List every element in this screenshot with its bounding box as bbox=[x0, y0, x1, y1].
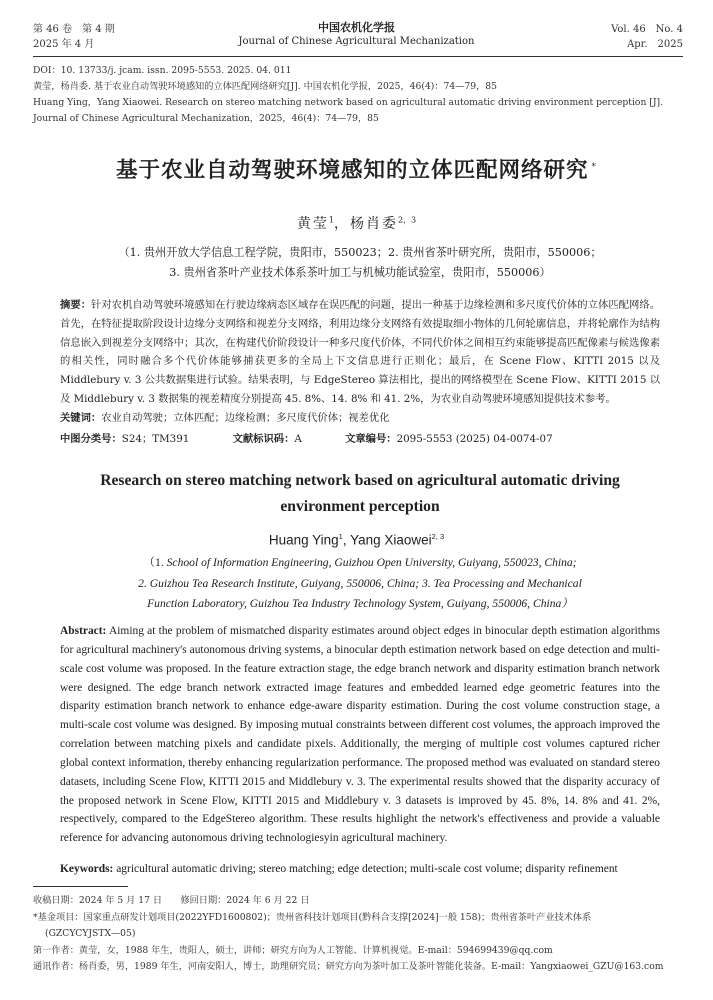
fund-line-1: *基金项目：国家重点研发计划项目(2022YFD1600802)；贵州省科技计划项目(黔科合支撑[2024]一般 158)；贵州省茶叶产业技术体系 bbox=[33, 911, 592, 923]
affiliations-zh bbox=[60, 243, 660, 283]
header-journal bbox=[0, 20, 713, 49]
keywords-en-text: agricultural automatic driving; stereo matching; edge detection; multi-scale cost volume; disparity refinement bbox=[116, 863, 618, 875]
author-2-en-sup: 2, 3 bbox=[431, 532, 445, 541]
keywords-zh-label: 关键词： bbox=[60, 412, 102, 424]
citation-block bbox=[33, 63, 683, 127]
aff-en-inst-3b: Function Laboratory, Guizhou Tea Industry Technology System bbox=[147, 597, 441, 610]
first-author-note: 第一作者：黄莹，女，1988 年生，贵阳人，硕士，讲师；研究方向为人工智能、计算机视觉。E-mail：594699439@qq.com bbox=[33, 944, 553, 956]
author-2-en: Yang Xiaowei bbox=[350, 532, 432, 548]
header-rule bbox=[33, 56, 683, 57]
keywords-zh-text: 农业自动驾驶；立体匹配；边缘检测；多尺度代价体；视差优化 bbox=[101, 412, 390, 424]
corresponding-author-note: 通讯作者：杨肖委，男，1989 年生，河南安阳人，博士，助理研究员；研究方向为茶叶加工及茶叶智能化装备。E-mail：Yangxiaowei_GZU@163.com bbox=[33, 961, 664, 972]
abstract-en bbox=[60, 622, 660, 848]
journal-name-zh: 中国农机化学报 bbox=[318, 21, 395, 34]
footnotes bbox=[33, 893, 683, 976]
abstract-en-label: Abstract: bbox=[60, 625, 107, 637]
authors-en bbox=[0, 532, 713, 548]
citation-en: Huang Ying，Yang Xiaowei. Research on stereo matching network based on agricultural automatic driving environment perception [J]. Journal of Chinese Agricultural Mechanization，2025，46(4)：74—79，85 bbox=[33, 97, 664, 124]
clc-label: 中图分类号： bbox=[60, 433, 122, 445]
received-dates: 收稿日期：2024 年 5 月 17 日 修回日期：2024 年 6 月 22 日 bbox=[33, 895, 310, 906]
header-volume: 第 46 卷 第 4 期 bbox=[33, 24, 115, 35]
affiliation-zh-line: 3. 贵州省茶叶产业技术体系茶叶加工与机械功能试验室，贵阳市，550006） bbox=[169, 266, 551, 279]
article-no-value: 2095-5553 (2025) 04-0074-07 bbox=[396, 433, 553, 445]
header-date-zh: 2025 年 4 月 bbox=[33, 39, 95, 50]
aff-en-inst-1: School of Information Engineering bbox=[166, 556, 329, 569]
article-number bbox=[345, 433, 573, 445]
aff-en-rest-1: , Guizhou Open University, Guiyang, 550023, China; bbox=[328, 556, 577, 569]
classification-line bbox=[60, 431, 660, 447]
doc-code-value: A bbox=[294, 433, 302, 445]
fund-marker: * bbox=[591, 161, 597, 172]
affiliations-en bbox=[60, 553, 660, 615]
authors-zh bbox=[0, 213, 713, 233]
author-2-sup: 2，3 bbox=[397, 215, 417, 225]
header-vol-no: Vol. 46 No. 4 bbox=[611, 24, 683, 35]
clc-value: S24；TM391 bbox=[121, 433, 190, 445]
header-vol-no-en bbox=[611, 22, 683, 52]
doc-code-label: 文献标识码： bbox=[232, 433, 295, 445]
abstract-en-text: Aiming at the problem of mismatched disparity estimates around object edges in binocular depth estimation algorithms for agricultural machinery's autonomous driving systems, a binocular depth estimation network based on edge detection and multi-scale cost volume was proposed. In the feature extraction stage, the edge branch network and disparity estimation branch network were designed. The edge branch network extracted image features and embedded learned edge geometric features into the disparity estimation branch network to enhance edge-aware disparity estimation. During the cost volume construction stage, a multi-scale cost volume was designed. By imposing mutual constraints between different cost volumes, the approach improved the correlation between matching pixels and candidate pixels. Additionally, the merging of multiple cost volumes captured richer global context information, thereby enhancing regularization performance. The proposed method was evaluated on standard stereo datasets, including Scene Flow, KITTI 2015 and Middlebury v. 3. The experimental results showed that the disparity accuracy of the proposed network in Scene Flow, KITTI 2015 and Middlebury v. 3 datasets is improved by 45. 8%, 14. 8% and 41. 2%, respectively, compared to the EdgeStereo algorithm. These results highlight the network's effectiveness and provide a valuable reference for advancing autonomous driving technologiesyin agricultural machinery. bbox=[60, 625, 660, 845]
header-date-en: Apr. 2025 bbox=[627, 39, 683, 50]
abstract-zh bbox=[60, 296, 660, 409]
article-no-label: 文章编号： bbox=[345, 433, 397, 445]
keywords-en-label: Keywords: bbox=[60, 863, 114, 875]
affiliation-en-line-3 bbox=[60, 594, 660, 615]
citation-zh: 黄莹，杨肖委. 基于农业自动驾驶环境感知的立体匹配网络研究[J]. 中国农机化学报，2025，46(4)：74—79，85 bbox=[33, 81, 498, 92]
aff-en-inst-2: 2. Guizhou Tea Research Institute bbox=[138, 576, 295, 590]
author-sep-zh: ， bbox=[333, 216, 350, 232]
doi: DOI：10. 13733/j. jcam. issn. 2095-5553. 2025. 04. 011 bbox=[33, 65, 292, 76]
clc-number bbox=[60, 433, 209, 445]
footnote-rule bbox=[33, 886, 128, 887]
affiliation-en-line-1 bbox=[60, 553, 660, 574]
author-1-en-sup: 1 bbox=[338, 532, 343, 541]
affiliation-en-line-2 bbox=[60, 574, 660, 595]
author-1-sup: 1 bbox=[328, 215, 334, 225]
aff-en-open: （1. bbox=[143, 556, 167, 569]
author-sep-en: , bbox=[342, 532, 351, 548]
abstract-zh-text: 针对农机自动驾驶环境感知在行驶边缘病态区域存在误匹配的问题，提出一种基于边缘检测和多尺度代价体的立体匹配网络。首先，在特征提取阶段设计边缘分支网络和视差分支网络，利用边缘分支网络有效提取细小物体的几何轮廓信息，并将轮廓作为结构信息嵌入到视差分支网络中；其次，在构建代价阶段设计一种多尺度代价体，不同代价体之间相互约束能够提高匹配像素与候选像素的相关性，同时融合多个代价体能够捕获更多的全局上下文信息进行正则化；最后，在 Scene Flow、KITTI 2015 以及 Middlebury v. 3 公共数据集进行试验。结果表明，与 EdgeStereo 算法相比，提出的网络模型在 Scene Flow、KITTI 2015 以及 Middlebury v. 3 数据集的视差精度分别提高 45. 8%、14. 8% 和 41. 2%，为农业自动驾驶环境感知提供技术参考。 bbox=[60, 299, 661, 405]
author-1-zh: 黄莹 bbox=[296, 216, 329, 232]
keywords-en bbox=[60, 861, 660, 877]
document-code bbox=[233, 433, 322, 445]
title-zh-text: 基于农业自动驾驶环境感知的立体匹配网络研究 bbox=[115, 158, 589, 183]
aff-en-mid-2: , Guiyang, 550006, China; 3. bbox=[294, 576, 434, 590]
affiliation-zh-line: （1. 贵州开放大学信息工程学院，贵阳市，550023；2. 贵州省茶叶研究所，贵阳市，550006； bbox=[118, 246, 602, 259]
author-2-zh: 杨肖委 bbox=[349, 216, 398, 232]
aff-en-rest-3: , Guiyang, 550006, China） bbox=[440, 597, 573, 610]
keywords-zh bbox=[60, 410, 660, 426]
aff-en-inst-3: Tea Processing and Mechanical bbox=[433, 576, 582, 590]
title-en: Research on stereo matching network based on agricultural automatic driving environment perception bbox=[100, 472, 620, 515]
title-zh bbox=[0, 153, 713, 184]
journal-name-en: Journal of Chinese Agricultural Mechanization bbox=[238, 36, 475, 47]
fund-line-2: (GZCYCYJSTX—05) bbox=[45, 928, 136, 939]
author-1-en: Huang Ying bbox=[268, 532, 339, 548]
abstract-zh-label: 摘要： bbox=[60, 299, 92, 311]
